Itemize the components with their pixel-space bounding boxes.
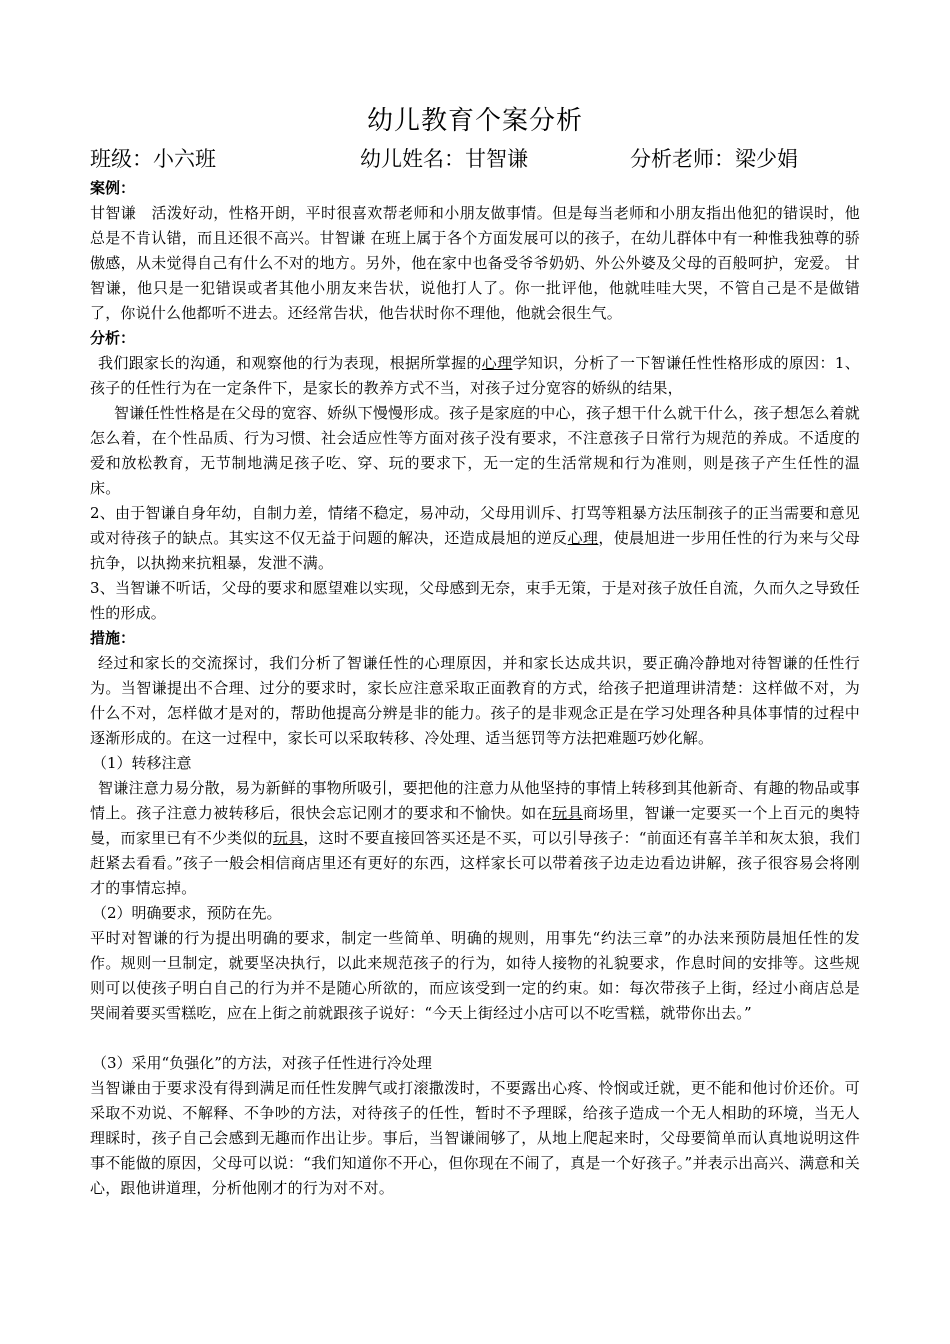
measure-1-title: （1）转移注意	[92, 754, 192, 772]
toy-link-1[interactable]: 玩具	[552, 804, 583, 822]
psychology-link[interactable]: 心理	[481, 354, 513, 372]
measure-2-title: （2）明确要求，预防在先。	[92, 904, 282, 922]
measures-intro: 经过和家长的交流探讨，我们分析了智谦任性的心理原因，并和家长达成共识，要正确冷静地对待智谦的任性行为。当智谦提出不合理、过分的要求时，家长应注意采取正面教育的方式，给孩子把道理讲清楚：这样做不对，为什么不对，怎样做才是对的，帮助他提高分辨是非的能力。孩子的是非观念正是在学习处理各种具体事情的过程中逐渐形成的。在这一过程中，家长可以采取转移、冷处理、适当惩罚等方法把难题巧妙化解。	[90, 654, 860, 747]
paragraph-gap	[90, 1026, 860, 1051]
case-text: 甘智谦 活泼好动，性格开朗，平时很喜欢帮老师和小朋友做事情。但是每当老师和小朋友指出他犯的错误时，他总是不肯认错，而且还很不高兴。甘智谦 在班上属于各个方面发展可以的孩子，在幼儿群体中有一种惟我独尊的骄傲感，从未觉得自己有什么不对的地方。另外，他在家中也备受爷爷奶奶、外公外婆及父母的百般呵护，宠爱。 甘智谦，他只是一犯错误或者其他小朋友来告状，说他打人了。你一批评他，他就哇哇大哭，不管自己是不是做错了，你说什么他都听不进去。还经常告状，他告状时你不理他，他就会很生气。	[90, 204, 860, 322]
measure-3-title: （3）采用“负强化”的方法，对孩子任性进行冷处理	[92, 1054, 432, 1072]
measure-1-text-a: 智谦注意力易分散，易为新鲜的事物所吸引，要把他的注意力从他坚持的事情上转移到其他新奇、有趣的物品或事情上。孩子注意力被转移后，很快会忘记刚才的要求和不愉快。如在	[90, 779, 860, 822]
class-info: 班级：小六班	[90, 147, 216, 171]
info-row	[90, 142, 860, 176]
analysis-p1-text-a: 我们跟家长的沟通，和观察他的行为表现，根据所掌握的	[98, 354, 482, 372]
child-name-info: 幼儿姓名：甘智谦	[360, 147, 528, 171]
psychology-link-2[interactable]: 心理	[567, 529, 599, 547]
measure-2-text: 平时对智谦的行为提出明确的要求，制定一些简单、明确的规则，用事先“约法三章”的办法来预防晨旭任性的发作。规则一旦制定，就要坚决执行，以此来规范孩子的行为，如待人接物的礼貌要求，作息时间的安排等。这些规则可以使孩子明白自己的行为并不是随心所欲的，而应该受到一定的约束。如：每次带孩子上街，经过小商店总是哭闹着要买雪糕吃，应在上街之前就跟孩子说好：“今天上街经过小店可以不吃雪糕，就带你出去。”	[90, 929, 860, 1022]
document-title: 幼儿教育个案分析	[366, 106, 583, 136]
analysis-paragraph-4: 3、当智谦不听话，父母的要求和愿望难以实现，父母感到无奈，束手无策，于是对孩子放任自流，久而久之导致任性的形成。	[90, 579, 860, 622]
measure-1-text	[90, 776, 860, 901]
teacher-info: 分析老师：梁少娟	[630, 147, 798, 171]
analysis-paragraph-2: 智谦任性性格是在父母的宽容、娇纵下慢慢形成。孩子是家庭的中心，孩子想干什么就干什么，孩子想怎么着就怎么着，在个性品质、行为习惯、社会适应性等方面对孩子没有要求，不注意孩子日常行为规范的养成。不适度的爱和放松教育，无节制地满足孩子吃、穿、玩的要求下，无一定的生活常规和行为准则，则是孩子产生任性的温床。	[90, 404, 860, 497]
measure-1-text-c: ，这时不要直接回答买还是不买，可以引导孩子：“前面还有喜羊羊和灰太狼，我们赶紧去看看。”孩子一般会相信商店里还有更好的东西，这样家长可以带着孩子边走边看边讲解，孩子很容易会将刚才的事情忘掉。	[90, 829, 861, 897]
measure-3-text: 当智谦由于要求没有得到满足而任性发脾气或打滚撒泼时，不要露出心疼、怜悯或迁就，更不能和他讨价还价。可采取不劝说、不解释、不争吵的方法，对待孩子的任性，暂时不予理睬，给孩子造成一个无人相助的环境，当无人理睬时，孩子自己会感到无趣而作出让步。事后，当智谦闹够了，从地上爬起来时，父母要简单而认真地说明这件事不能做的原因，父母可以说：“我们知道你不开心，但你现在不闹了，真是一个好孩子。”并表示出高兴、满意和关心，跟他讲道理，分析他刚才的行为对不对。	[90, 1079, 860, 1197]
measures-heading: 措施：	[90, 629, 136, 647]
analysis-p3-text-b: ，使晨旭进一步用任性的行为来与父母抗争，以执拗来抗粗暴，发泄不满。	[90, 529, 860, 572]
analysis-heading: 分析：	[90, 329, 136, 347]
document-page	[90, 100, 860, 1201]
analysis-p3-text-a: 2、由于智谦自身年幼，自制力差，情绪不稳定，易冲动，父母用训斥、打骂等粗暴方法压制孩子的正当需要和意见或对待孩子的缺点。其实这不仅无益于问题的解决，还造成晨旭的逆反	[90, 504, 860, 547]
analysis-p1-text-b: 学知识，分析了一下智谦任性性格形成的原因：1、孩子的任性行为在一定条件下，是家长的教养方式不当，对孩子过分宽容的娇纵的结果，	[90, 354, 860, 397]
analysis-paragraph-1	[90, 351, 860, 401]
analysis-paragraph-3	[90, 501, 860, 576]
case-heading: 案例：	[90, 179, 136, 197]
toy-link-2[interactable]: 玩具	[272, 829, 304, 847]
measure-1-text-b: 商场里，智谦一定要买一个上百元的奥特曼，而家里已有不少类似的	[90, 804, 860, 847]
